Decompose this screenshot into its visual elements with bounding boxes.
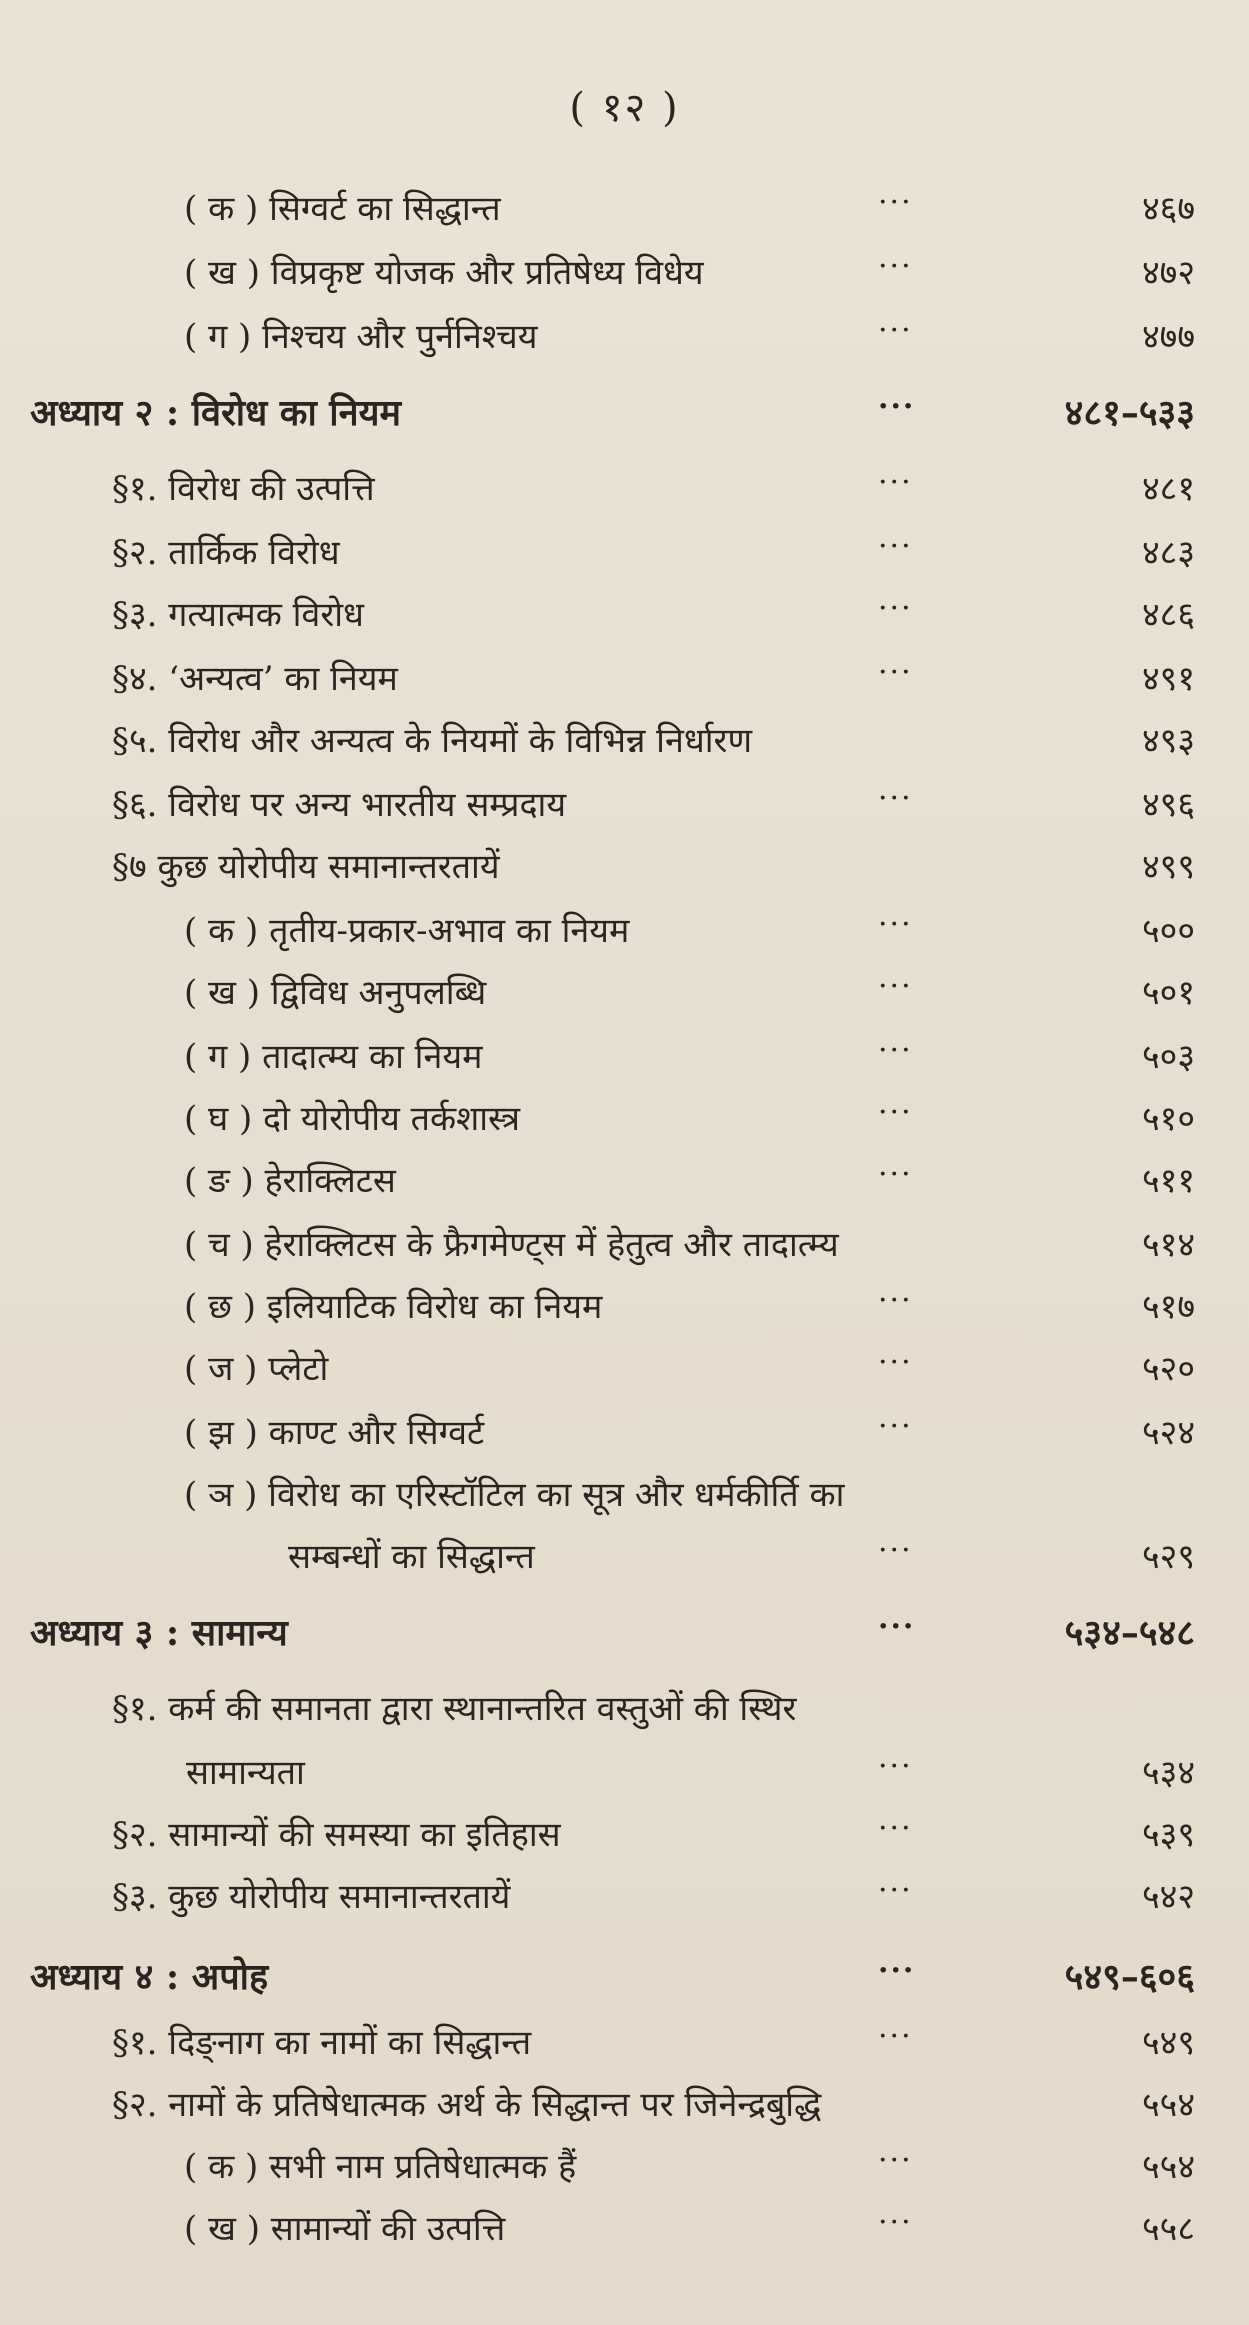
toc-entry bbox=[0, 1152, 1249, 1210]
toc-entry bbox=[0, 2200, 1249, 2258]
leader-dots: ··· bbox=[878, 781, 913, 816]
entry-title: ( छ ) इलियाटिक विरोध का नियम bbox=[184, 1287, 603, 1327]
section-page: ४८३ bbox=[1141, 533, 1195, 573]
leader-dots: ··· bbox=[878, 1811, 913, 1846]
chapter-page-range: ४८१–५३३ bbox=[1064, 392, 1195, 434]
leader-dots: ··· bbox=[878, 1283, 913, 1318]
section-page: ५५४ bbox=[1141, 2085, 1195, 2125]
toc-section bbox=[0, 524, 1249, 582]
toc-entry bbox=[0, 1090, 1249, 1148]
toc-section bbox=[0, 838, 1249, 896]
toc-chapter-heading bbox=[0, 1604, 1249, 1662]
leader-dots: ··· bbox=[878, 1409, 913, 1444]
toc-entry bbox=[0, 1216, 1249, 1274]
leader-dots: ··· bbox=[878, 389, 916, 424]
entry-title: ( क ) सिग्वर्ट का सिद्धान्त bbox=[184, 189, 501, 229]
section-page: ५४२ bbox=[1141, 1877, 1195, 1917]
leader-dots: ··· bbox=[878, 1953, 916, 1988]
entry-page: ५१७ bbox=[1141, 1287, 1195, 1327]
chapter-title: अध्याय २ : विरोध का नियम bbox=[30, 392, 402, 434]
toc-section bbox=[0, 460, 1249, 518]
toc-entry bbox=[0, 2138, 1249, 2196]
leader-dots: ··· bbox=[878, 2205, 913, 2240]
entry-title: ( ग ) तादात्म्य का नियम bbox=[184, 1037, 483, 1077]
entry-page: ५०० bbox=[1141, 911, 1195, 951]
entry-title: ( ज ) प्लेटो bbox=[184, 1349, 329, 1389]
entry-title: ( घ ) दो योरोपीय तर्कशास्त्र bbox=[184, 1099, 521, 1139]
leader-dots: ··· bbox=[878, 2143, 913, 2178]
leader-dots: ··· bbox=[878, 465, 913, 500]
toc-entry bbox=[0, 1278, 1249, 1336]
entry-title: ( झ ) काण्ट और सिग्वर्ट bbox=[184, 1413, 485, 1453]
leader-dots: ··· bbox=[878, 529, 913, 564]
toc-entry-continuation bbox=[0, 1528, 1249, 1586]
entry-page: ५१४ bbox=[1141, 1225, 1195, 1265]
section-title: §१. विरोध की उत्पत्ति bbox=[112, 469, 375, 509]
entry-title: ( क ) तृतीय-प्रकार-अभाव का नियम bbox=[184, 911, 630, 951]
section-title: §२. नामों के प्रतिषेधात्मक अर्थ के सिद्धान्त पर जिनेन्द्रबुद्धि bbox=[112, 2085, 822, 2125]
entry-page: ५२४ bbox=[1141, 1413, 1195, 1453]
toc-chapter-heading bbox=[0, 1948, 1249, 2006]
toc-section bbox=[0, 1806, 1249, 1864]
toc-section-continuation bbox=[0, 1744, 1249, 1802]
leader-dots: ··· bbox=[878, 313, 913, 348]
toc-entry bbox=[0, 1340, 1249, 1398]
entry-title: ( ग ) निश्चय और पुर्ननिश्चय bbox=[184, 317, 538, 357]
section-title: §६. विरोध पर अन्य भारतीय सम्प्रदाय bbox=[112, 785, 567, 825]
toc-entry bbox=[0, 308, 1249, 366]
toc-section bbox=[0, 776, 1249, 834]
toc-section bbox=[0, 2076, 1249, 2134]
leader-dots: ··· bbox=[878, 591, 913, 626]
entry-page: ५११ bbox=[1141, 1161, 1195, 1201]
entry-title: ( ख ) सामान्यों की उत्पत्ति bbox=[184, 2209, 506, 2249]
entry-title: ( ख ) विप्रकृष्ट योजक और प्रतिषेध्य विधेय bbox=[184, 253, 704, 293]
section-title: §३. कुछ योरोपीय समानान्तरतायें bbox=[112, 1877, 511, 1917]
section-title: §१. कर्म की समानता द्वारा स्थानान्तरित वस्तुओं की स्थिर bbox=[112, 1689, 797, 1729]
section-page: ५३४ bbox=[1141, 1753, 1195, 1793]
entry-page: ५५८ bbox=[1141, 2209, 1195, 2249]
leader-dots: ··· bbox=[878, 1157, 913, 1192]
chapter-title: अध्याय ३ : सामान्य bbox=[30, 1612, 288, 1654]
toc-section bbox=[0, 712, 1249, 770]
leader-dots: ··· bbox=[878, 1345, 913, 1380]
toc-entry bbox=[0, 1466, 1249, 1524]
section-page: ४९९ bbox=[1141, 847, 1195, 887]
entry-page: ५०१ bbox=[1141, 973, 1195, 1013]
section-title: §४. ‘अन्यत्व’ का नियम bbox=[112, 659, 398, 699]
entry-page: ५२० bbox=[1141, 1349, 1195, 1389]
toc-section bbox=[0, 2014, 1249, 2072]
entry-title: ( च ) हेराक्लिटस के फ्रैगमेण्ट्स में हेतुत्व और तादात्म्य bbox=[184, 1225, 839, 1265]
section-title: §५. विरोध और अन्यत्व के नियमों के विभिन्न निर्धारण bbox=[112, 721, 753, 761]
leader-dots: ··· bbox=[878, 1533, 913, 1568]
section-page: ४९६ bbox=[1141, 785, 1195, 825]
entry-page: ५५४ bbox=[1141, 2147, 1195, 2187]
entry-title: ( ख ) द्विविध अनुपलब्धि bbox=[184, 973, 487, 1013]
toc-section bbox=[0, 586, 1249, 644]
entry-page: ५०३ bbox=[1141, 1037, 1195, 1077]
entry-page: ४७२ bbox=[1141, 253, 1195, 293]
leader-dots: ··· bbox=[878, 1033, 913, 1068]
toc-entry bbox=[0, 180, 1249, 238]
leader-dots: ··· bbox=[878, 1609, 916, 1644]
chapter-title: अध्याय ४ : अपोह bbox=[30, 1956, 269, 1998]
section-page: ४८१ bbox=[1141, 469, 1195, 509]
toc-entry bbox=[0, 1028, 1249, 1086]
chapter-page-range: ५३४–५४८ bbox=[1064, 1612, 1195, 1654]
entry-page: ४७७ bbox=[1141, 317, 1195, 357]
section-page: ५४९ bbox=[1141, 2023, 1195, 2063]
toc-entry bbox=[0, 1404, 1249, 1462]
section-page: ४९३ bbox=[1141, 721, 1195, 761]
toc-entry bbox=[0, 244, 1249, 302]
page-number: ( १२ ) bbox=[569, 85, 680, 131]
section-title: §१. दिङ्नाग का नामों का सिद्धान्त bbox=[112, 2023, 532, 2063]
toc-chapter-heading bbox=[0, 384, 1249, 442]
section-title: §२. तार्किक विरोध bbox=[112, 533, 340, 573]
entry-page: ५२९ bbox=[1141, 1537, 1195, 1577]
leader-dots: ··· bbox=[878, 185, 913, 220]
toc-section bbox=[0, 1868, 1249, 1926]
section-title: सामान्यता bbox=[186, 1753, 305, 1793]
entry-page: ४६७ bbox=[1141, 189, 1195, 229]
chapter-page-range: ५४९–६०६ bbox=[1064, 1956, 1195, 1998]
entry-title: ( क ) सभी नाम प्रतिषेधात्मक हैं bbox=[184, 2147, 577, 2187]
leader-dots: ··· bbox=[878, 249, 913, 284]
leader-dots: ··· bbox=[878, 2019, 913, 2054]
leader-dots: ··· bbox=[878, 1749, 913, 1784]
section-title: §२. सामान्यों की समस्या का इतिहास bbox=[112, 1815, 561, 1855]
toc-entry bbox=[0, 902, 1249, 960]
leader-dots: ··· bbox=[878, 907, 913, 942]
entry-title: ( ञ ) विरोध का एरिस्टॉटिल का सूत्र और धर्मकीर्ति का bbox=[184, 1475, 845, 1515]
leader-dots: ··· bbox=[878, 655, 913, 690]
section-page: ४९१ bbox=[1141, 659, 1195, 699]
section-title: §७ कुछ योरोपीय समानान्तरतायें bbox=[112, 847, 500, 887]
entry-title: सम्बन्धों का सिद्धान्त bbox=[288, 1537, 535, 1577]
entry-title: ( ङ ) हेराक्लिटस bbox=[184, 1161, 396, 1201]
leader-dots: ··· bbox=[878, 969, 913, 1004]
section-page: ५३९ bbox=[1141, 1815, 1195, 1855]
leader-dots: ··· bbox=[878, 1873, 913, 1908]
section-page: ४८६ bbox=[1141, 595, 1195, 635]
entry-page: ५१० bbox=[1141, 1099, 1195, 1139]
toc-section bbox=[0, 650, 1249, 708]
section-title: §३. गत्यात्मक विरोध bbox=[112, 595, 364, 635]
toc-entry bbox=[0, 964, 1249, 1022]
toc-section bbox=[0, 1680, 1249, 1738]
leader-dots: ··· bbox=[878, 1095, 913, 1130]
